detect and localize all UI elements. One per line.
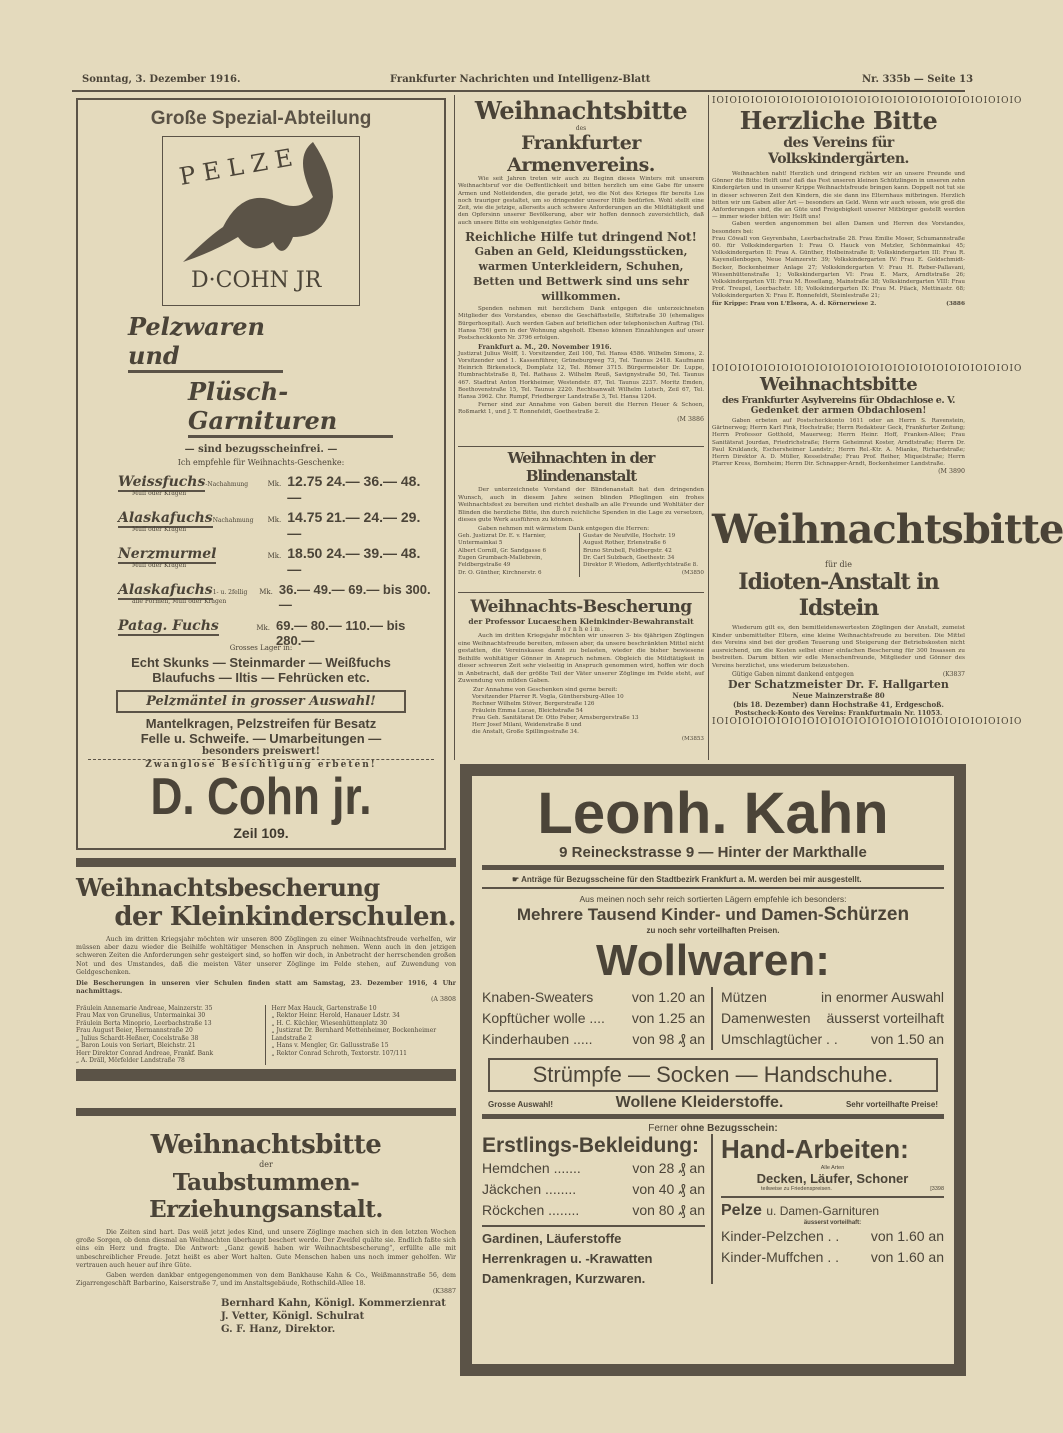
address-1: Neue Mainzerstraße 80 [792,690,885,700]
notice-title: Weihnachts-Bescherung [470,597,692,617]
armenverein-notice [458,96,704,444]
item-name: Mützen [721,989,767,1005]
handwork-items: Decken, Läufer, Schoner [756,1171,909,1186]
fur-heading: Pelze [721,1202,762,1219]
company-address: Zeil 109. [233,825,289,841]
wool-heading: Wollwaren: [596,936,830,985]
price-row: Weissfuchs-Nachahmung Muff oder Kragen Mk. 12.75 24.— 36.— 48.— [118,473,421,505]
taubstummen-notice [76,1108,456,1368]
notice-body: Gaben erbeten auf Postscheckkonto 1611 oder an Herrn S. Ravenstein, Gärtnerweg; Herrn Karl Fink, Hochstraße; Herrn Redakteur Geck, Frankfurter Zeitung; Herrn Professor Gotthold, Mauerweg; Herrn Heinr. Hoff, Franken-Allee; Frau Sanitätsrat Jourdan, Friedrichstraße; Herrn Geheimrat Koster, Arndtstraße; Herrn Dr. Paul Kruklanck, Eschersheimer Landstr.; Herrn Rel.-Ktr. A. Mianke, Richardstraße; Herrn Direktor A. D. Müller, Kesselstraße; Frau Prof. Reiher, Miquelstraße; Herrn Pfarrer Kress, Bornheim; Herrn Dir. Schnapper-Arndt, Bockenheimer Landstraße. [712,418,965,468]
price-item [482,1200,705,1221]
notice-ref: (K3887 [432,1288,456,1296]
good-price: Sehr vorteilhafte Preise! [845,1100,938,1109]
name-entry: „ Rektor Conrad Schroth, Textorstr. 107/111 [271,1049,407,1057]
headline-pluesch: Plüsch-Garnituren [188,377,393,438]
notice-dates: Die Bescherungen in unseren vier Schulen finden statt am Samstag, 23. Dezember 1916, 4 Uhr nachmittags. [76,980,456,996]
item-price: von 1.25 an [631,1010,705,1026]
handwork-heading: Hand-Arbeiten: [721,1134,909,1164]
notice-body: Auch im dritten Kriegsjahr möchten wir unseren 3- bis 6jährigen Zöglingen eine Weihnachtsfreude bereiten, müssen aber, da unsere beschränkten Mittel nicht gestatten, die Vereinskasse damit zu belasten, wieder die bisher bewiesene Beihilfe wohltätiger Gönner in Anspruch nehmen. Obgleich die Mildtätigkeit in dieser schweren Zeit sehr vielseitig in Anspruch genommen wird, hoffen wir doch in Anbetracht, daß der größte Teil der Väter unserer Zöglinge im Felde steht, auf Zuwendung von milden Gaben. [458,633,704,684]
item-name: Jäckchen ........ [482,1181,577,1197]
stock-label: Grosses Lager in: [229,644,293,652]
no-coupon-a: Ferner [648,1123,678,1134]
notice-ref: (M 3886 [677,416,704,424]
item-price: von 28 ₰ an [632,1160,705,1176]
price-row: AlaskafuchsNachahmung Muff oder Kragen Mk. 14.75 21.— 24.— 29.— [118,509,421,541]
issue-date: Sonntag, 3. Dezember 1916. [82,74,241,85]
misc-item: Damenkragen, Kurzwaren. [482,1271,646,1286]
names-list [458,694,704,743]
notice-body: Die Zeiten sind hart. Das weiß jetzt jedes Kind, und unsere Zöglinge machen sich in den letzten Wochen große Sorgen, ob denn diesmal an Weihnachten überhaupt beschert werde. Der Zweifel quälte sie. Endlich faßte sich eins ein Herz und fragte. Die Antwort: „Ganz gewiß haben wir Weihnachtsbescherung“, erfüllte alle mit unbeschreiblicher Freude. Jetzt heißt es aber Wort halten. Gute Menschen haben uns noch immer geholfen. Wir vertrauen auch heuer auf ihre Güte. [76,1229,456,1269]
notice-place: Bornheim. [556,626,606,633]
name-entry: „ A. Dräll, Mörfelder Landstraße 78 [76,1057,185,1065]
item-name: Kinderhauben ..... [482,1031,593,1047]
chain-border: IOIOIOIOIOIOIOIOIOIOIOIOIOIOIOIOIOIOIOIOIOIOIOIO [712,96,1023,106]
name-entry: Dr. O. Günther, Kirchnerstr. 6 [458,569,542,576]
dark-bar [76,1069,456,1081]
aprons-line: Mehrere Tausend Kinder- und Damen- [516,905,824,924]
kleinkinder-notice [76,858,456,1081]
name-entry: „ Baron Louis von Seriart, Bleichstr. 21 [76,1042,196,1050]
stock-line-2: Blaufuchs — Iltis — Fehrücken etc. [152,670,370,685]
wool-list [482,987,944,1050]
fur-heading-rest: u. Damen-Garnituren [766,1204,880,1218]
fur-sub: äusserst vorteilhaft: [803,1220,862,1226]
item-name: Röckchen ........ [482,1202,580,1218]
price-item [482,1029,705,1050]
handwork-sub: teilweise zu Friedenspreisen. [761,1186,832,1192]
notice-body: Auch im dritten Kriegsjahr möchten wir unseren 800 Zöglingen zu einer Weihnachtsfreude verhelfen, wir müssen aber dazu wieder die Beihilfe wohltätiger Menschen in Anspruch nehmen. Wenn auch in den jetzigen schweren Zeiten die Anforderungen sehr gesteigert sind, so hoffen wir doch, in Anbetracht der herrschenden großen Not und des Umstandes, daß die meisten Väter unserer Zöglinge im Felde stehen, auf Zuwendung von Geldgeschenken. [76,936,456,976]
rule [482,865,944,870]
name-entry: „ Julius Schardt-Heßner, Cocelstraße 38 [76,1034,199,1042]
ad-top-line: Große Spezial-Abteilung [150,108,372,129]
notice-intro: Zur Annahme von Geschenken sind gerne bereit: [473,686,618,693]
visit-line: Zwanglose Besichtigung erbeten! [88,759,434,770]
misc-line-1: Mantelkragen, Pelzstreifen für Besatz [145,716,377,731]
big-selection: Grosse Auswahl! [488,1100,554,1109]
names-list [458,533,704,577]
name-entry: die Anstalt, Große Spillingsstraße 34. [472,728,579,735]
name-entry: Eugen Grumbach-Mallebrein, Feldbergstraße 49 [458,555,543,569]
item-price: von 1.60 an [870,1228,944,1244]
notice-subtitle: der Professor Lucaeschen Kleinkinder-Bewahranstalt [468,617,694,626]
signer: G. F. Hanz, Direktor. [221,1323,336,1335]
notice-title: Herzliche Bitte [739,106,938,135]
notice-slogan: Gedenket der armen Obdachlosen! [750,406,927,416]
name-entry: Gustav de Neufville, Hochstr. 19 [583,533,676,540]
obdachlose-notice [712,364,1023,504]
price-item [721,1226,944,1247]
item-price: von 1.20 an [631,989,705,1005]
name-entry: Herr Direktor Conrad Andreae, Frankf. Bank [76,1049,214,1057]
notice-ref: (3886 [946,300,965,307]
notice-body: Der unterzeichnete Vorstand der Blindenanstalt hat den dringenden Wunsch, auch in diesem Jahre seinen blinden Pfleglingen ein frohes Weihnachtsfest zu bereiten und richtet deshalb an alle Freunde und Wohltäter der Blinden die herzliche Bitte, ihn durch reichliche Spenden in die Lage zu versetzen, dieses gute Werk ausführen zu können. [458,487,704,524]
signer: Bernhard Kahn, Königl. Kommerzienrat [221,1297,446,1309]
svg-text:P E L Z E: P E L Z E [177,143,295,191]
signers [221,1297,456,1336]
name-entry: Bruno Strubell, Feldbergstr. 42 [583,547,672,554]
names-list [76,1005,456,1065]
item-price: von 1.50 an [870,1031,944,1047]
dark-bar [76,858,456,867]
notice-ref: (K3837 [942,670,965,678]
notice-title: Weihnachtsbitte [712,506,1063,553]
pointing-hand-icon: ☛ [512,875,522,884]
handwork-all: Alle Arten [820,1165,845,1171]
item-price: äusserst vorteilhaft [826,1010,944,1026]
signer: J. Vetter, Königl. Schulrat [221,1310,365,1322]
cheap-line: besonders preiswert! [202,746,320,757]
notice-der: der [259,1160,273,1169]
notice-body: Weihnachten naht! Herzlich und dringend richten wir an unsere Freunde und Gönner die Bitte: Helft uns! daß das Fest unseren kleinen Schützlingen in unseren zehn Kindergärten und in unserer Krippe Weihnachtsfreude bringen kann. Doppelt not tut sie in dieser schweren Zeit den Kindern, die sie dann ins Elternhaus mitbringen. Herzlich bitten wir um Gaben aller Art — besonders an Geld. Wenn wir auch wissen, wie groß die Anforderungen sind, die an Güte und Freigebigkeit unserer Mitbürger gestellt werden — immer wieder bitten wir: Helft uns! [712,171,965,221]
price-item [482,1008,705,1029]
item-name: Umschlagtücher . . [721,1031,838,1047]
item-price: von 98 ₰ an [632,1031,705,1047]
name-entry: Frau Max von Grunelius, Untermainkai 30 [76,1012,206,1020]
notice-subtitle: Idioten-Anstalt in Idstein [738,569,939,621]
notice-des: des [575,125,587,132]
notice-body: Wiederum gilt es, den bemitleidenswertesten Zöglingen der Anstalt, zumeist Kinder unbemittelter Eltern, eine kleine Weihnachtsfreude zu bereiten. Die Mittel des Vereins sind bei der großen Teuerung und Steigerung der Betriebskosten nicht ausreichend, um die Kosten selbst einer einfachen Bescherung für 300 Insassen zu bestreiten. Darum bitten wir edle Menschenfreunde, Mitglieder und Gönner des Vereins herzlichst, uns wiederum beizustehen. [712,625,965,669]
address-2: (bis 18. Dezember) dann Hochstraße 41, Erdgeschoß. [733,699,944,709]
postal-account: Postscheck-Konto des Vereins: Frankfurtmain Nr. 11053. [734,708,943,717]
notice-body: Wie seit Jahren treten wir auch zu Beginn dieses Winters mit unserem Weihnachtsruf vor die Oeffentlichkeit und bitten herzlich um eine Gabe für unsere Armen und Notleidenden, die gerade jetzt, wo die Not des Krieges für bereits Los noch trauriger gestaltet, um so dringender unserer Hilfe bedürfen. Wohl stellt eine Zeit, wie die jetzige, allerseits auch schwere Anforderungen an die Mildtätigkeit und den Opfersinn unserer Bevölkerung, aber wir hoffen dennoch zuversichtlich, daß auch unsere Bitte ein wohlgeneigtes Gehör finde. [458,176,704,226]
item-price: von 80 ₰ an [632,1202,705,1218]
misc-line-2: Felle u. Schweife. — Umarbeitungen — [140,731,382,746]
item-name: Kopftücher wolle .... [482,1010,605,1026]
name-entry: Dr. Carl Sulzbach, Goethestr. 34 [583,555,675,562]
intro-line: Aus meinen noch sehr reich sortierten Lägern empfehle ich besonders: [579,894,847,904]
idstein-notice [712,506,1063,758]
notice-body-2: Gaben werden angenommen bei allen Damen und Herren des Vorstandes, besonders bei: [712,221,965,235]
name-entry: Fräulein Emma Lucae, Bleichstraße 54 [472,707,584,714]
price-item [721,1247,944,1268]
baby-heading: Erstlings-Bekleidung: [482,1134,700,1157]
notice-title: Weihnachtsbitte [759,374,918,395]
stock-line-1: Echt Skunks — Steinmarder — Weißfuchs [131,655,391,670]
cohn-fur-ad [76,98,446,850]
price-item [721,1008,944,1029]
no-coupon-b: ohne Bezugsschein: [680,1123,778,1134]
name-entry: Frau August Beier, Hermannstraße 20 [76,1027,193,1035]
notice-body-2: Gaben werden dankbar entgegengenommen von dem Bankhause Kahn & Co., Weißmannstraße 56, dem Zigarrengeschäft Barbarino, Kaiserstraße 7, und im Anstaltsgebäude, Rothschild-Allee 18. [76,1272,456,1288]
page-number: Nr. 335b — Seite 13 [862,74,974,85]
misc-item: Gardinen, Läuferstoffe [482,1231,622,1246]
svg-text:D·COHN JR: D·COHN JR [191,268,322,293]
notice-fuer: für die [825,560,852,569]
name-entry: „ Hans v. Mengler, Gr. Gallusstraße 15 [271,1042,389,1050]
item-price: von 1.60 an [870,1249,944,1265]
item-name: Damenwesten [721,1010,811,1026]
name-entry: Geh. Justizrat Dr. E. v. Harnier, Untermainkai 5 [458,533,546,547]
company-name: D. Cohn jr. [150,768,372,826]
aprons-sub: zu noch sehr vorteilhaften Preisen. [646,926,780,935]
recommend-line: Ich empfehle für Weihnachts-Geschenke: [177,458,345,467]
item-name: Knaben-Sweaters [482,989,594,1005]
aprons-word: Schürzen [823,904,910,925]
fox-icon [163,137,359,305]
handwork-ref: [3398 [930,1186,944,1192]
notice-title-1: Weihnachtsbescherung [76,873,380,902]
item-name: Kinder-Muffchen . . [721,1249,840,1265]
notice-ref: (M 3890 [938,468,965,476]
kahn-ad [460,764,966,1376]
item-name: Kinder-Pelzchen . . [721,1228,840,1244]
name-entry: August Rother, Erlenstraße 6 [583,540,667,547]
name-entry: Vorsitzender Pfarrer R. Vogla, Günthersburg-Allee 10 [472,693,624,700]
notice-appeal: Reichliche Hilfe tut dringend Not! [465,230,697,245]
price-item [721,1029,944,1050]
item-price: in enormer Auswahl [821,989,944,1005]
notice-title-1: Weihnachtsbitte [474,96,688,125]
item-price: von 40 ₰ an [632,1181,705,1197]
notice-title-2: der Kleinkinderschulen. [114,902,456,932]
price-item [721,987,944,1008]
fur-coats-box: Pelzmäntel in grosser Auswahl! [116,690,406,713]
name-entry: Albert Cornill, Gr. Sandgasse 6 [458,547,547,554]
notice-subtitle: des Frankfurter Asylvereins für Obdachlose e. V. [722,395,955,406]
treasurer: Der Schatzmeister Dr. F. Hallgarten [728,677,949,691]
name-entry: „ H. C. Küchler, Wiesenhüttenplatz 30 [271,1019,388,1027]
coupon-notice: ☛ Anträge für Bezugsscheine für den Stadtbezirk Frankfurt a. M. werden bei mir ausgestellt. [482,874,944,889]
notice-ref: (M3850 [681,569,704,576]
price-item [482,1179,705,1200]
name-entry: Frau Geh. Sanitätsrat Dr. Otto Feber, Arnsbergerstraße 13 [472,714,639,721]
fox-logo [162,136,360,306]
name-entry: Herr Max Hauck, Gartenstraße 10 [271,1004,377,1012]
misc-item: Herrenkragen u. -Krawatten [482,1251,653,1266]
notice-title-1: Weihnachtsbitte [150,1130,382,1160]
notice-title: Weihnachten in der Blindenanstalt [507,449,655,485]
column-rule [708,95,709,760]
name-entry: Rechner Wilhelm Stöver, Bergerstraße 126 [472,700,595,707]
company-name: Leonh. Kahn [537,781,889,846]
notice-names: Justizrat Julius Wolff, 1. Vorsitzender, Zeil 100, Tel. Hansa 4586. Wilhelm Simons, 2. Vorsitzender und 1. Kassenführer, Grüneburgweg 73, Tel. Taunus 2418. Kaufmann Heinrich Birkenstock, Domplatz 12, Tel. Römer 3715. Bürgermeister Dr. Luppe, Humbrachtstraße 8, Tel. Rathaus 2. Wilhelm Reuß, Savignystraße 50, Tel. Taunus 467. Stadtrat Anton Horkheimer, Westendstr. 87, Tel. Taunus 2237. Moritz Emden, Beethovenstraße 15, Tel. Taunus 2220. Rechtsanwalt Wilhelm Lutsch, Zeil 67, Tel. Hansa 3962. Chr. Rumpf, Friedberger Landstraße 3, Tel. Hansa 1204. [458,350,704,401]
notice-ref: (A 3808 [430,996,456,1004]
notice-title-2: Frankfurter Armenvereins. [507,132,655,176]
chain-border: IOIOIOIOIOIOIOIOIOIOIOIOIOIOIOIOIOIOIOIOIOIOIOIO [712,716,1023,727]
price-row: Patag. Fuchs Mk. 69.— 80.— 110.— bis 280.— [118,618,406,648]
notice-intro: Gaben nehmen mit wärmstem Dank entgegen die Herren: [478,525,650,532]
notice-body-2: Spenden nehmen mit herzlichem Dank entgegen die unterzeichneten Mitglieder des Vorstandes, ebenso die Geschäftsstelle, Stiftstraße 30 (ehemaliges Bürgerhospital). Auch werden Gaben auf brieflichen oder telephonischen Auftrag (Tel. Hansa 756) gern in der Wohnung abgeholt. Ebenso können Einzahlungen auf unser Postscheckkonto Nr. 3796 erfolgen. [458,306,704,342]
notice-body-3: Ferner sind zur Annahme von Gaben bereit die Herren Heuer & Schoen, Roßmarkt 1, und J. T. Ronnefeldt, Goethestraße 2. [458,401,704,415]
notice-krippe: für Krippe: Frau von L'Elsora, A. d. Körnerwiese 2. [712,300,877,307]
name-entry: Herr Josef Milani, Weidenstraße 8 und [472,721,582,728]
name-entry: „ Justizrat Dr. Bernhard Mettenheimer, Bockenheimer Landstraße 2 [271,1027,437,1042]
lower-grid [482,1134,944,1284]
hosiery-box: Strümpfe — Socken — Handschuhe. [488,1058,938,1092]
blinden-notice [458,446,704,590]
chain-border: IOIOIOIOIOIOIOIOIOIOIOIOIOIOIOIOIOIOIOIOIOIOIOIO [712,364,1023,374]
headline-pelzwaren: Pelzwaren und [128,312,283,373]
notice-names: Frau Cöwall von Geyrenbahn, Leerbachstraße 28. Frau Emilie Moser, Schumannstraße 60. für Volkskindergarten I: Frau O. Hauck von Metzler, Schönmainkai 45; Volkskindergarten II: Frau A. Günther, Holbeinstraße 8; Volkskindergarten III: Frau R. Kayenellenbogen, Neue Mainzerstr. 39; Volkskindergarten IV: Frau E. Goldschmidt-Becker, Bockenheimer Anlage 27; Volkskindergarten V: Frau H. Reber-Pallavani, Wiesenhüttenstraße 1; Volkskindergarten VI: Frau E. Marx, Arndtstraße 26; Volkskindergarten VII: Frau M. Rosellang, Mainstraße 38; Volkskindergarten VIII: Frau Prof. Treupel, Leerbachstr. 18; Volkskindergarten IX: Frau M. Pilack, Mettinastr. 68; Volkskindergarten X: Frau E. Ronnefeldt, Steinlestraße 21; [712,235,965,300]
notice-subtitle: des Vereins für Volkskindergärten. [768,135,909,167]
price-item [482,1158,705,1179]
column-rule [454,95,455,760]
notice-gifts: Gaben an Geld, Kleidungsstücken, warmen Unterkleidern, Schuhen, Betten und Bettwerk sind uns sehr willkommen. [473,245,689,304]
name-entry: Direktor P. Wiedom, Adlerflychtstraße 8. [583,562,699,569]
notice-title-2: Taubstummen-Erziehungsanstalt. [149,1169,383,1223]
volkskinder-notice [712,96,1023,364]
coupon-free-note: — sind bezugsscheinfrei. — [184,444,338,455]
name-entry: Fräulein Annemarie Andreae, Mainzerstr. 35 [76,1004,213,1012]
price-row: Alaskafuchs1- u. 2fellig alle Formen, Muff oder Kragen Mk. 36.— 49.— 69.— bis 300.— [118,582,431,612]
notice-kind: Gütige Gaben nimmt dankend entgegen [732,670,854,678]
company-address: 9 Reineckstrasse 9 — Hinter der Markthalle [559,844,867,861]
item-name: Hemdchen ....... [482,1160,581,1176]
price-row: Nerzmurmel Muff oder Kragen Mk. 18.50 24.— 39.— 48.— [118,545,421,577]
newspaper-title: Frankfurter Nachrichten und Intelligenz-Blatt [390,74,651,85]
price-item [482,987,705,1008]
notice-dateline: Frankfurt a. M., 20. November 1916. [478,342,612,351]
header-rule [72,90,965,92]
bescherung-notice [458,592,704,760]
name-entry: „ Rektor Heinr. Herold, Hanauer Ldstr. 34 [271,1012,400,1020]
notice-ref: (M3853 [681,735,704,742]
fabrics: Wollene Kleiderstoffe. [615,1094,784,1111]
name-entry: Fräulein Berta Minoprio, Leerbachstraße 13 [76,1019,212,1027]
